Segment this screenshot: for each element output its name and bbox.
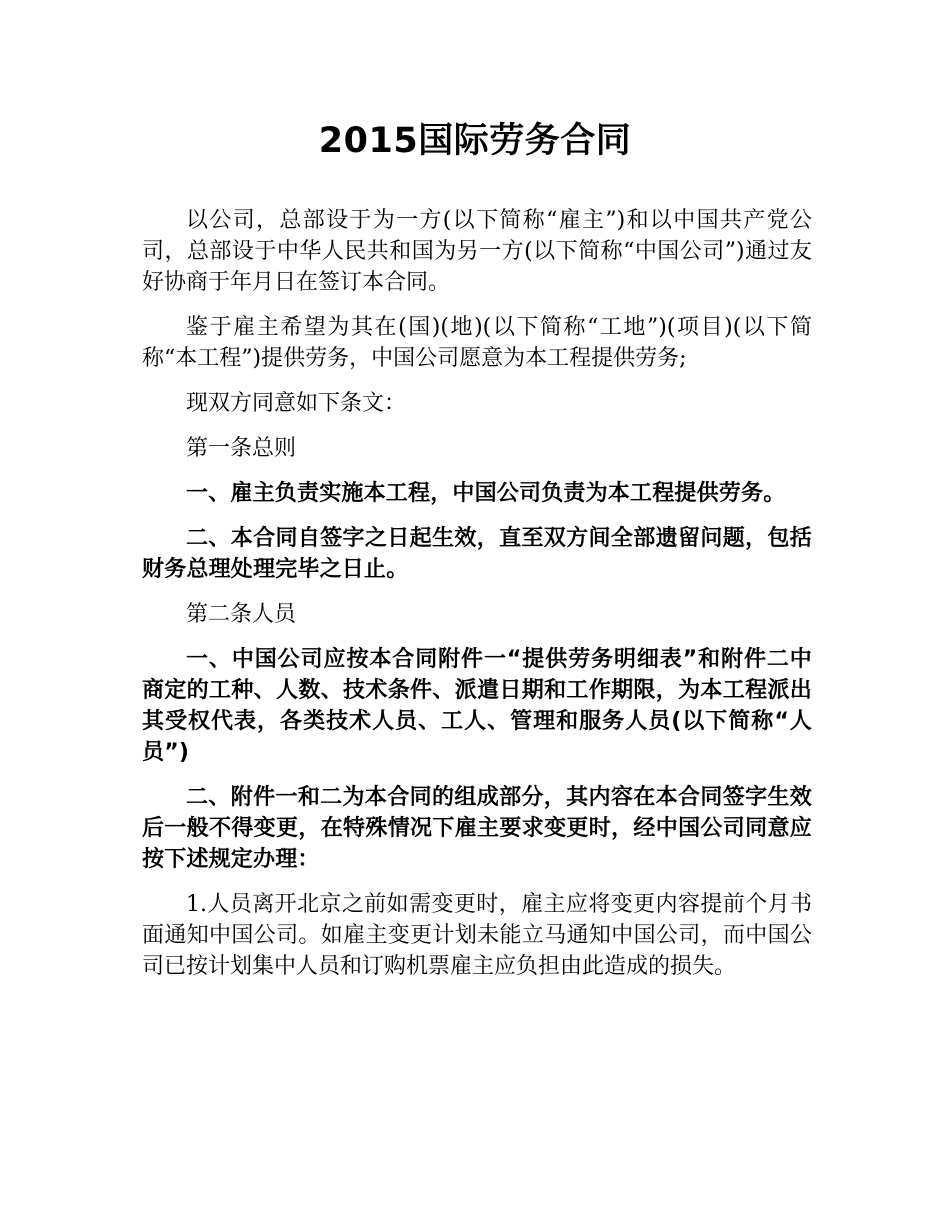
paragraph: 鉴于雇主希望为其在(国)(地)(以下简称“工地”)(项目)(以下简称“本工程”)提供劳务，中国公司愿意为本工程提供劳务;	[142, 315, 812, 371]
document-body	[142, 205, 812, 996]
section-heading: 第一条总则	[186, 436, 297, 461]
paragraph-bold: 一、雇主负责实施本工程，中国公司负责为本工程提供劳务。	[186, 481, 786, 506]
section-heading: 第二条人员	[186, 602, 297, 627]
paragraph: 以公司，总部设于为一方(以下简称“雇主”)和以中国共产党公司，总部设于中华人民共和国为另一方(以下简称“中国公司”)通过友好协商于年月日在签订本合同。	[142, 208, 812, 295]
paragraph: 1.人员离开北京之前如需变更时，雇主应将变更内容提前个月书面通知中国公司。如雇主变更计划未能立马通知中国公司，而中国公司已按计划集中人员和订购机票雇主应负担由此造成的损失。	[142, 892, 812, 979]
paragraph-bold: 一、中国公司应按本合同附件一“提供劳务明细表”和附件二中商定的工种、人数、技术条件、派遣日期和工作期限，为本工程派出其受权代表，各类技术人员、工人、管理和服务人员(以下简称“人员”)	[142, 647, 812, 765]
document-title: 2015国际劳务合同	[318, 121, 632, 161]
paragraph-bold: 二、本合同自签字之日起生效，直至双方间全部遗留问题，包括财务总理处理完毕之日止。	[142, 526, 812, 582]
paragraph-bold: 二、附件一和二为本合同的组成部分，其内容在本合同签字生效后一般不得变更，在特殊情况下雇主要求变更时，经中国公司同意应按下述规定办理：	[142, 785, 812, 872]
paragraph: 现双方同意如下条文：	[186, 391, 407, 416]
